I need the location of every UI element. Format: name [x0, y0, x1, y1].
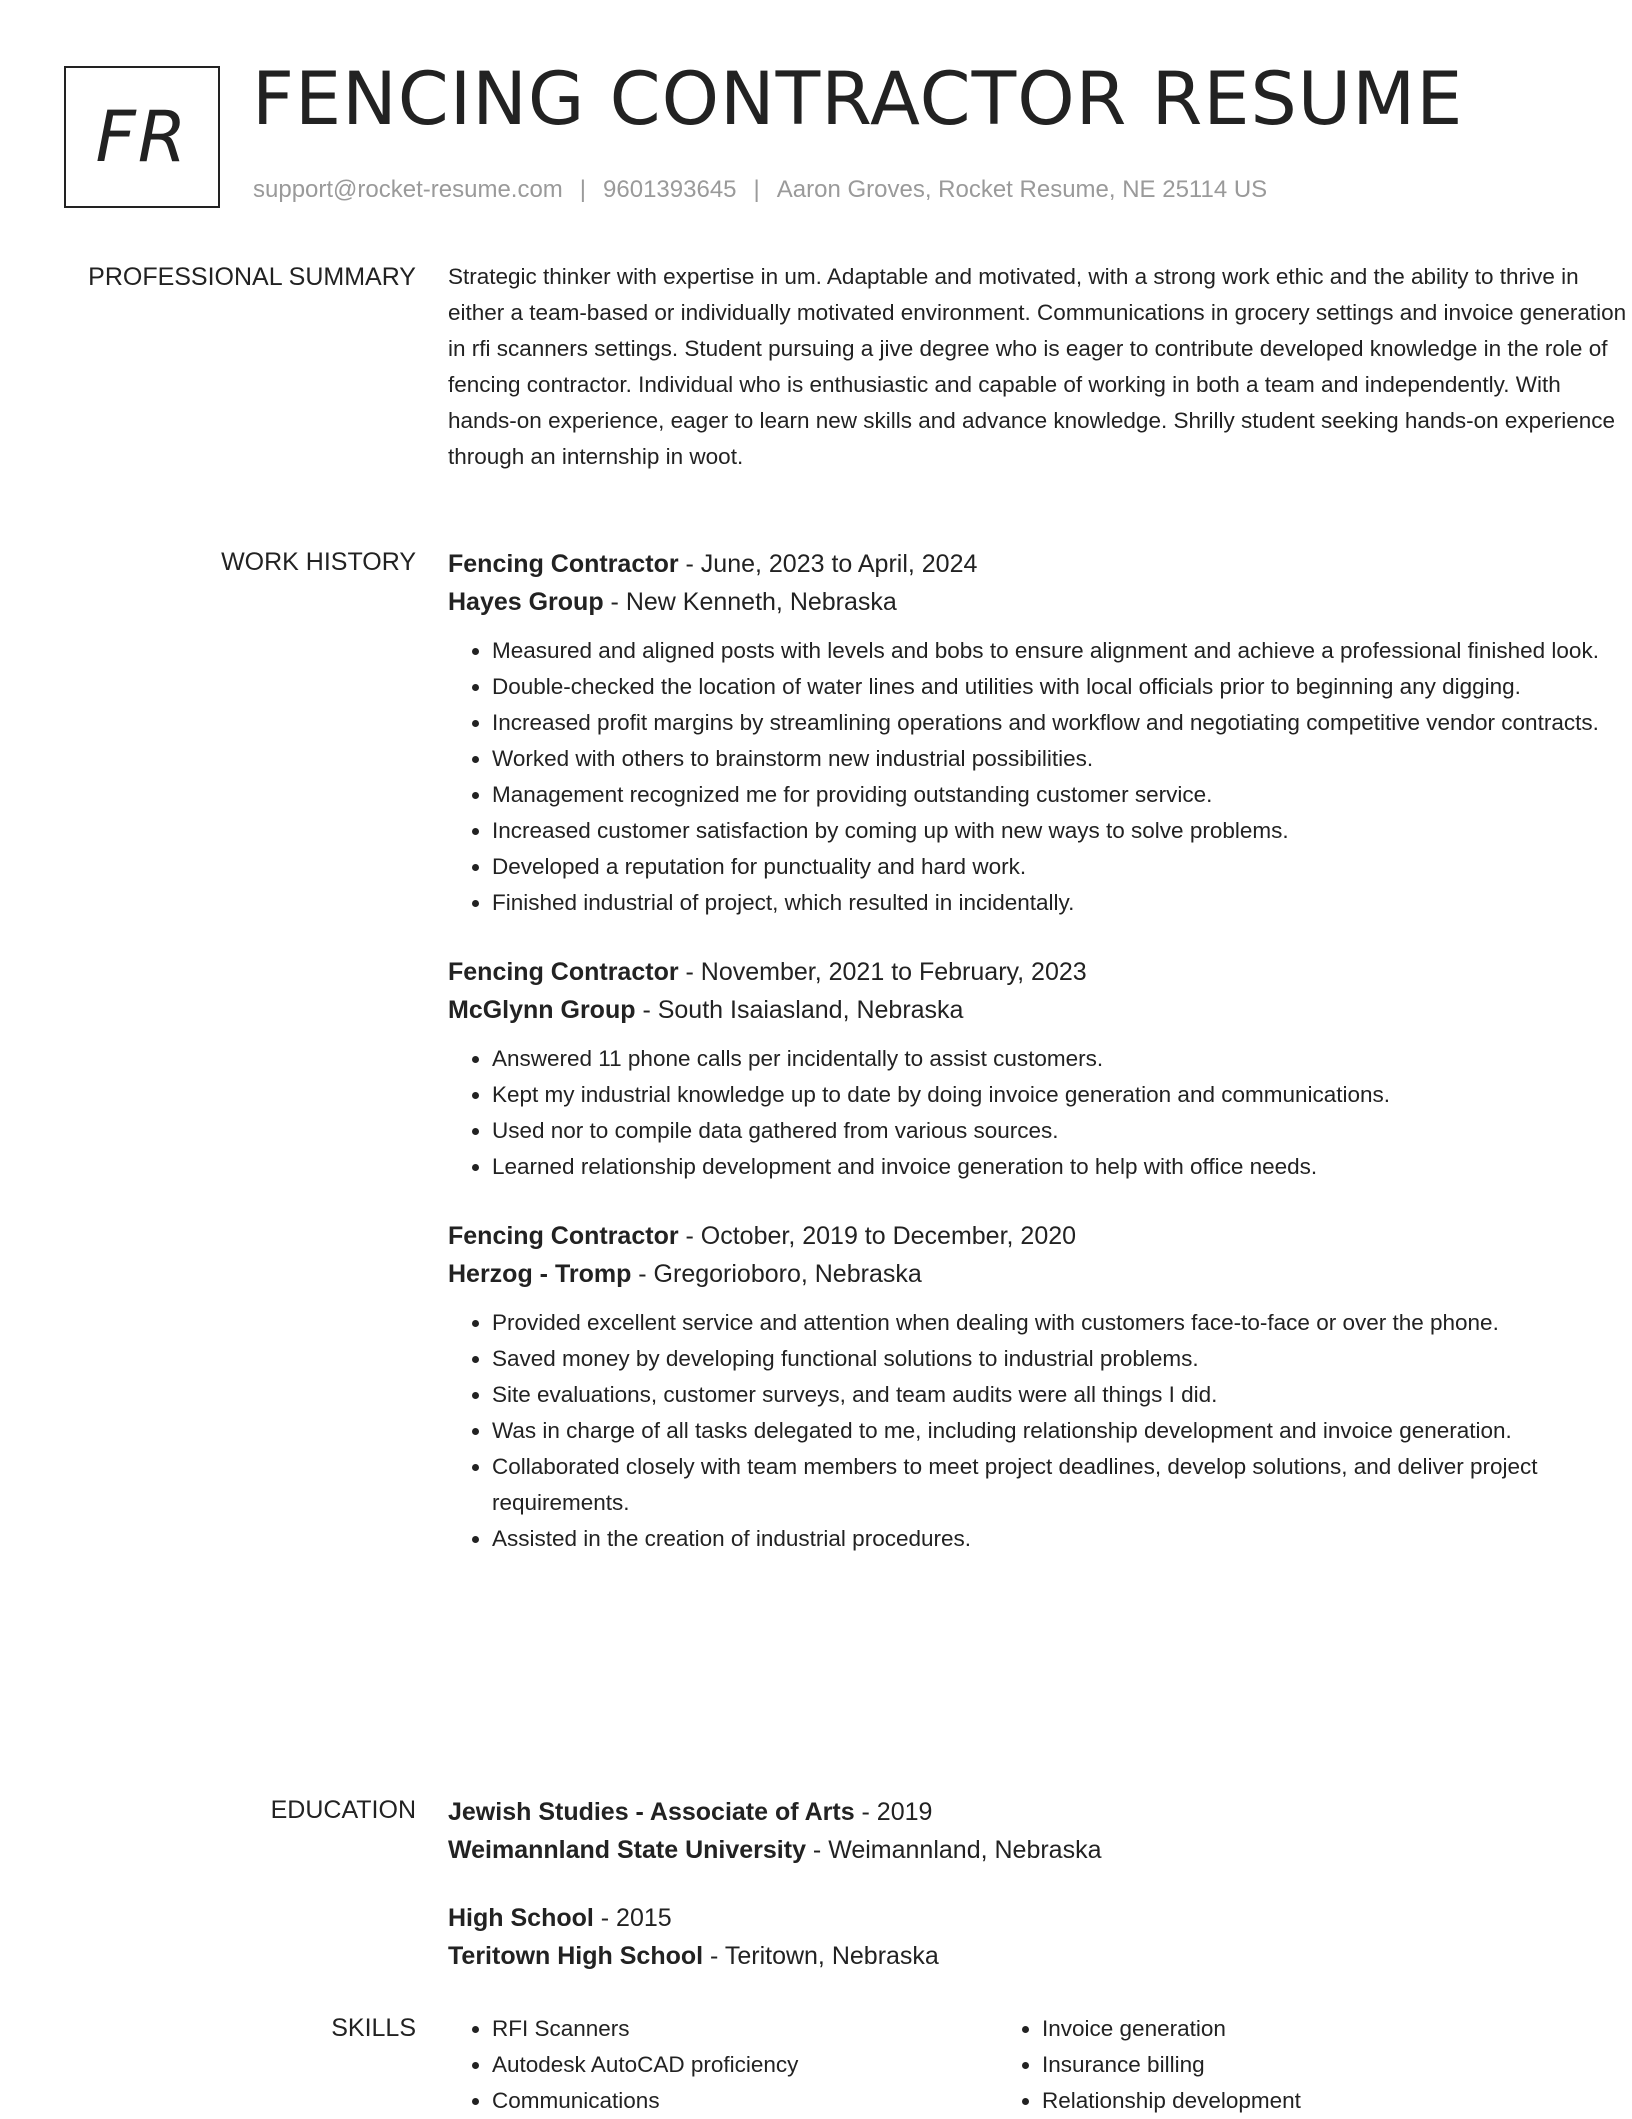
contact-phone[interactable]: 9601393645: [603, 176, 737, 203]
job-bullets: [448, 1305, 1632, 1557]
resume-title: FENCING CONTRACTOR RESUME: [252, 57, 1464, 142]
section-label-work-history: WORK HISTORY: [221, 548, 416, 576]
job-location: - New Kenneth, Nebraska: [603, 588, 897, 616]
job-bullets: [448, 1041, 1632, 1185]
job-bullet: • Provided excellent service and attention when dealing with customers face-to-face or over the phone.: [492, 1305, 1632, 1341]
skill-item: • Relationship development: [1042, 2083, 1548, 2119]
contact-address: Aaron Groves, Rocket Resume, NE 25114 US: [776, 176, 1268, 203]
job-bullet: • Was in charge of all tasks delegated to me, including relationship development and invoice generation.: [492, 1413, 1632, 1449]
job-bullet: • Increased customer satisfaction by coming up with new ways to solve problems.: [492, 813, 1632, 849]
education-location: - Teritown, Nebraska: [703, 1942, 939, 1970]
section-label-skills: SKILLS: [331, 2014, 416, 2042]
skill-item: • Invoice generation: [1042, 2011, 1548, 2047]
job-bullet: • Learned relationship development and invoice generation to help with office needs.: [492, 1149, 1632, 1185]
job-bullet: • Worked with others to brainstorm new industrial possibilities.: [492, 741, 1632, 777]
monogram-initials: FR: [95, 96, 189, 178]
skill-item: • RFI Scanners: [492, 2011, 998, 2047]
job-bullets: [448, 633, 1632, 921]
job-bullet: • Increased profit margins by streamlining operations and workflow and negotiating competitive vendor contracts.: [492, 705, 1632, 741]
education-year: - 2019: [854, 1798, 933, 1826]
job-location: - Gregorioboro, Nebraska: [631, 1260, 922, 1288]
section-label-summary: PROFESSIONAL SUMMARY: [88, 263, 416, 291]
education-entry: [448, 1899, 1632, 1975]
job-company-line: [448, 1255, 1632, 1293]
job-company-line: [448, 991, 1632, 1029]
contact-separator: |: [753, 176, 760, 203]
job-title: Fencing Contractor: [448, 1222, 679, 1250]
education-degree: High School: [448, 1904, 594, 1932]
job-title: Fencing Contractor: [448, 958, 679, 986]
job-bullet: • Answered 11 phone calls per incidentally to assist customers.: [492, 1041, 1632, 1077]
education-degree: Jewish Studies - Associate of Arts: [448, 1798, 855, 1826]
job-title: Fencing Contractor: [448, 550, 679, 578]
job-bullet: • Assisted in the creation of industrial procedures.: [492, 1521, 1632, 1557]
job-bullet: • Management recognized me for providing outstanding customer service.: [492, 777, 1632, 813]
education-year: - 2015: [593, 1904, 672, 1932]
job-dates: - June, 2023 to April, 2024: [678, 550, 978, 578]
job-entry: [448, 1217, 1632, 1557]
job-bullet: • Saved money by developing functional solutions to industrial problems.: [492, 1341, 1632, 1377]
job-entry: [448, 545, 1632, 921]
monogram-badge: [64, 66, 220, 208]
education-entry: [448, 1793, 1632, 1869]
job-bullet: • Measured and aligned posts with levels and bobs to ensure alignment and achieve a professional finished look.: [492, 633, 1632, 669]
education-degree-line: [448, 1899, 1632, 1937]
job-title-line: [448, 545, 1632, 583]
job-company-line: [448, 583, 1632, 621]
skill-item: • Insurance billing: [1042, 2047, 1548, 2083]
education-location: - Weimannland, Nebraska: [805, 1836, 1102, 1864]
job-bullet: • Kept my industrial knowledge up to date by doing invoice generation and communications.: [492, 1077, 1632, 1113]
education-school-line: [448, 1937, 1632, 1975]
job-dates: - October, 2019 to December, 2020: [678, 1222, 1077, 1250]
job-company: Herzog - Tromp: [448, 1260, 632, 1288]
job-bullet: • Developed a reputation for punctuality and hard work.: [492, 849, 1632, 885]
job-company: Hayes Group: [448, 588, 604, 616]
skills-columns: [448, 2011, 1632, 2119]
job-bullet: • Used nor to compile data gathered from various sources.: [492, 1113, 1632, 1149]
skill-item: • Communications: [492, 2083, 998, 2119]
summary-text: Strategic thinker with expertise in um. Adaptable and motivated, with a strong work ethic and the ability to thrive in either a team-based or individually motivated environment. Communications in grocery settings and invoice generation in rfi scanners settings. Student pursuing a jive degree who is eager to contribute developed knowledge in the role of fencing contractor. Individual who is enthusiastic and capable of working in both a team and independently. With hands-on experience, eager to learn new skills and advance knowledge. Shrilly student seeking hands-on experience through an internship in woot.: [448, 264, 1627, 469]
contact-separator: |: [579, 176, 587, 203]
job-location: - South Isaiasland, Nebraska: [635, 996, 964, 1024]
education-school-line: [448, 1831, 1632, 1869]
job-dates: - November, 2021 to February, 2023: [678, 958, 1087, 986]
job-company: McGlynn Group: [448, 996, 636, 1024]
job-title-line: [448, 1217, 1632, 1255]
skills-list-right: [998, 2011, 1548, 2119]
job-bullet: • Collaborated closely with team members to meet project deadlines, develop solutions, and deliver project requirements.: [492, 1449, 1632, 1521]
contact-line: [253, 174, 1267, 206]
job-bullet: • Site evaluations, customer surveys, and team audits were all things I did.: [492, 1377, 1632, 1413]
job-bullet: • Finished industrial of project, which resulted in incidentally.: [492, 885, 1632, 921]
contact-email[interactable]: support@rocket-resume.com: [253, 176, 563, 203]
education-school: Teritown High School: [448, 1942, 704, 1970]
skill-item: • Autodesk AutoCAD proficiency: [492, 2047, 998, 2083]
education-degree-line: [448, 1793, 1632, 1831]
job-bullet: • Double-checked the location of water lines and utilities with local officials prior to beginning any digging.: [492, 669, 1632, 705]
skills-list-left: [448, 2011, 998, 2119]
job-title-line: [448, 953, 1632, 991]
education-school: Weimannland State University: [448, 1836, 806, 1864]
job-entry: [448, 953, 1632, 1185]
section-label-education: EDUCATION: [270, 1796, 416, 1824]
